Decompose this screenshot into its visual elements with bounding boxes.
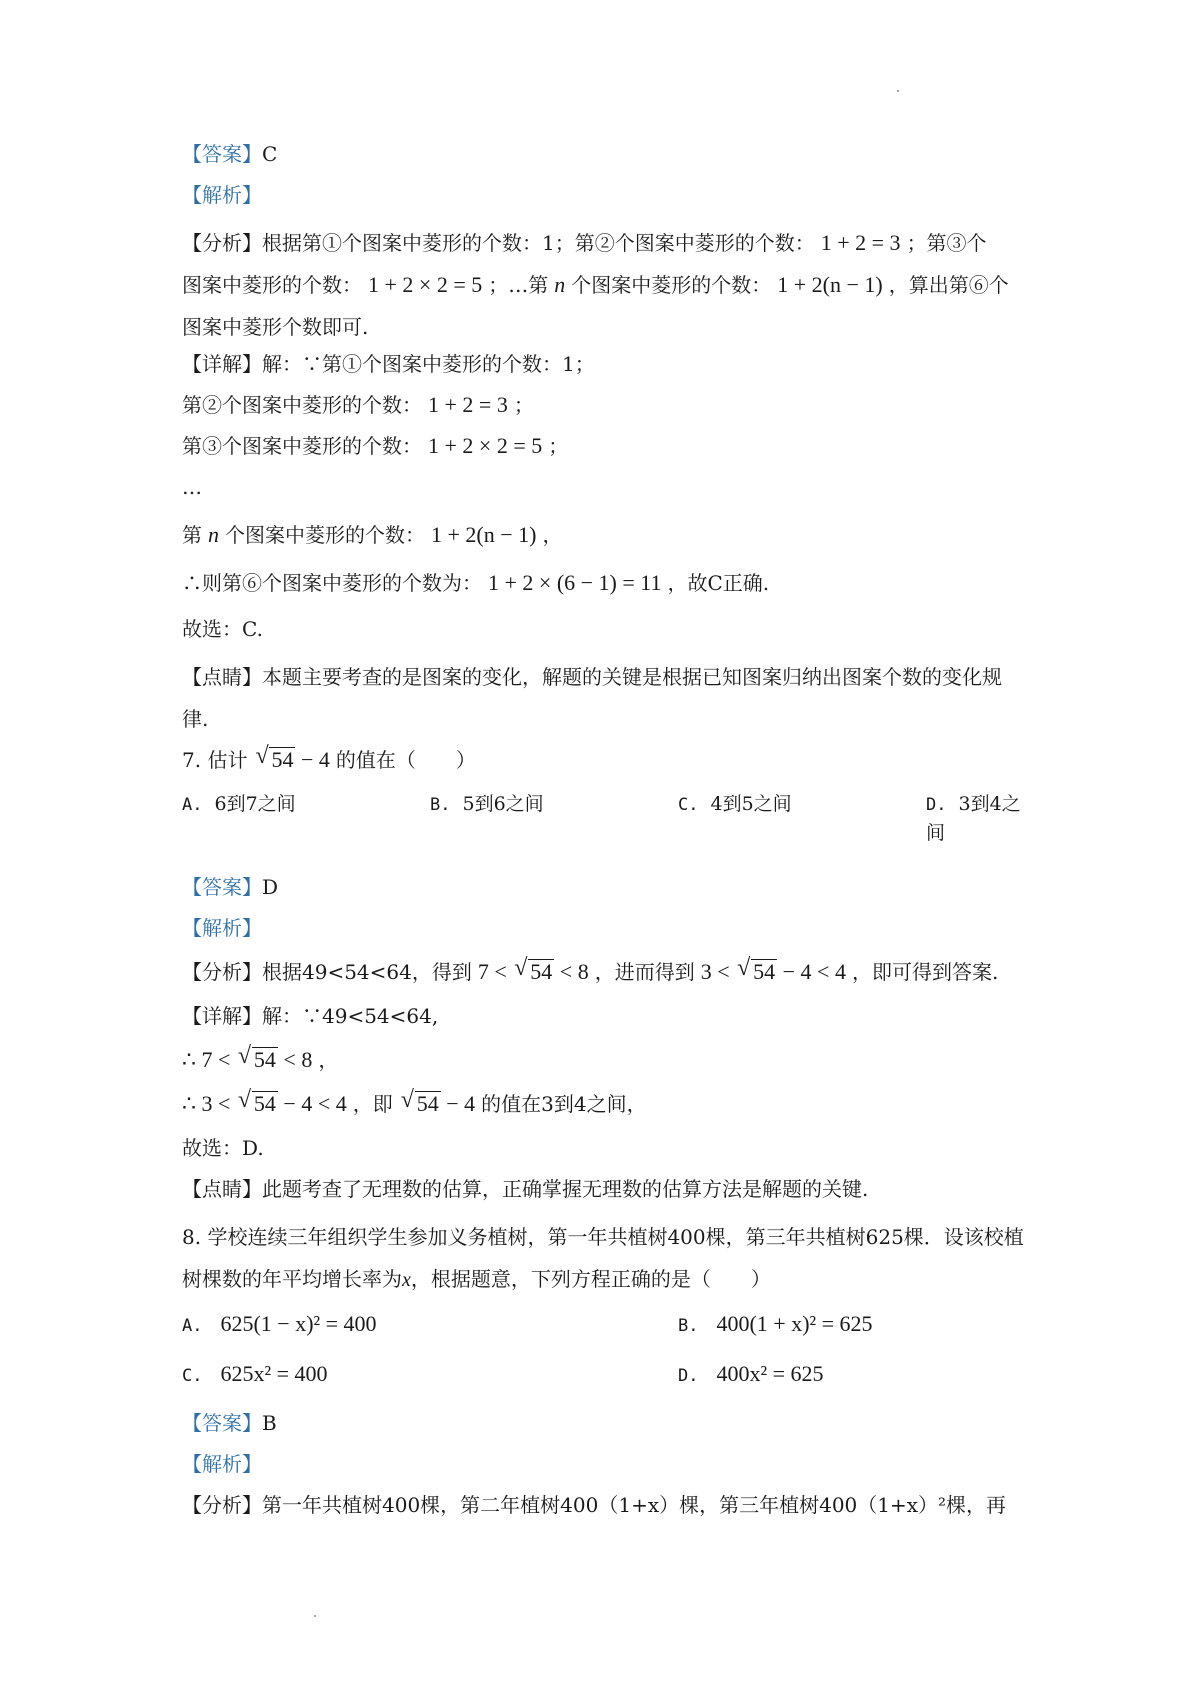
solution-text: ，即	[352, 1092, 393, 1116]
analysis-tag: 【解析】	[182, 1452, 262, 1476]
q6-xiangjie-line	[182, 350, 1028, 378]
q6-solution-line	[182, 521, 1028, 549]
q6-solution-line	[182, 391, 1028, 419]
dianjing-tag: 【点睛】	[182, 1177, 262, 1201]
fenxi-text: ；第③个	[906, 231, 987, 255]
solution-text: 个图案中菱形的个数：	[225, 523, 425, 547]
solution-text: 解：∵第①个图案中菱形的个数：1；	[262, 352, 595, 376]
q8-fenxi-line	[182, 1491, 1028, 1519]
option-d[interactable]	[678, 1359, 1028, 1391]
option-d[interactable]	[926, 790, 1028, 847]
option-text: 625x² = 400	[220, 1361, 328, 1386]
q7-options	[182, 790, 1028, 847]
solution-text: 第②个图案中菱形的个数：	[182, 393, 422, 417]
q6-solution-line	[182, 432, 1028, 460]
math-expression: 1 + 2 = 3	[820, 230, 901, 255]
scan-dot	[897, 90, 899, 92]
question-number: 7.	[182, 748, 202, 772]
q7-jiexi-line	[182, 914, 1028, 942]
math-variable: n	[554, 272, 566, 297]
q7-solution-line	[182, 1087, 1028, 1118]
radicand: 54	[416, 1091, 439, 1116]
solution-text: 第③个图案中菱形的个数：	[182, 434, 422, 458]
math-expression: ∴ 3 <	[182, 1091, 231, 1116]
scan-dot	[314, 1615, 316, 1617]
solution-text: ；	[513, 393, 534, 417]
option-letter: A.	[182, 1316, 203, 1336]
sqrt-symbol: √ 54	[514, 955, 553, 984]
math-expression: 1 + 2 × (6 − 1) = 11	[488, 570, 662, 595]
q7-answer-line	[182, 873, 1028, 901]
option-a[interactable]	[182, 790, 430, 847]
option-c[interactable]	[678, 790, 926, 847]
radicand: 54	[753, 959, 776, 984]
option-text: 400(1 + x)² = 625	[716, 1311, 873, 1336]
math-expression: 3 <	[700, 959, 730, 984]
math-expression: < 8	[559, 959, 589, 984]
answer-tag: 【答案】	[182, 875, 262, 899]
answer-tag: 【答案】	[182, 142, 262, 166]
radicand: 54	[253, 1091, 276, 1116]
sqrt-symbol: √ 54	[237, 1087, 276, 1116]
q6-fenxi-paragraph	[182, 222, 1028, 348]
option-a[interactable]	[182, 1309, 678, 1341]
option-text: 3到4之间	[926, 793, 1021, 844]
solution-text: ；	[548, 434, 569, 458]
math-expression: 1 + 2 × 2 = 5	[368, 272, 483, 297]
math-expression: 1 + 2(n − 1)	[777, 272, 883, 297]
q7-dianjing-line	[182, 1175, 1028, 1203]
math-expression: − 4 < 4	[782, 959, 846, 984]
option-letter: C.	[182, 1366, 203, 1386]
option-text: 4到5之间	[710, 793, 792, 815]
solution-text: 的值在3到4之间，	[481, 1092, 647, 1116]
radicand: 54	[253, 1047, 276, 1072]
q6-dianjing-paragraph	[182, 656, 1028, 740]
option-letter: A.	[182, 795, 203, 815]
analysis-tag: 【解析】	[182, 183, 262, 207]
stem-text: 估计	[207, 748, 248, 772]
sqrt-symbol: √ 54	[400, 1087, 439, 1116]
math-expression: 1 + 2(n − 1)	[431, 522, 537, 547]
fenxi-text: 根据第①个图案中菱形的个数：1；第②个图案中菱形的个数：	[262, 231, 815, 255]
q6-solution-line	[182, 569, 1028, 597]
sqrt-symbol: √ 54	[237, 1043, 276, 1072]
analysis-tag: 【解析】	[182, 916, 262, 940]
option-letter: B.	[430, 795, 451, 815]
fenxi-text: ，进而得到	[594, 960, 695, 984]
math-variable: n	[208, 522, 219, 547]
option-text: 625(1 − x)² = 400	[220, 1311, 377, 1336]
radicand: 54	[530, 959, 553, 984]
fenxi-text: 第一年共植树400棵，第二年植树400（1+x）棵，第三年植树400（1+x）²棵，再	[262, 1493, 1007, 1517]
stem-text: 学校连续三年组织学生参加义务植树，第一年共植树400棵，第三年共植树625棵．设该校植树棵数的年平均增长率为	[182, 1225, 1024, 1291]
math-expression: − 4	[300, 747, 330, 772]
q7-solution-line	[182, 1043, 1028, 1074]
q7-xiangjie-line	[182, 1002, 1028, 1030]
dianjing-text: 此题考查了无理数的估算，正确掌握无理数的估算方法是解题的关键.	[262, 1177, 869, 1201]
solution-text: ，故C正确.	[667, 571, 770, 595]
q8-options-row-2	[182, 1359, 1028, 1391]
answer-value: B	[262, 1411, 277, 1435]
math-expression: 1 + 2 × 2 = 5	[428, 433, 543, 458]
fenxi-text: 个图案中菱形的个数：	[571, 273, 772, 297]
fenxi-text: ；…第	[488, 273, 549, 297]
math-expression: < 8	[283, 1047, 313, 1072]
answer-value: C	[262, 142, 278, 166]
q7-choice-line: 故选：D.	[182, 1136, 264, 1160]
option-letter: D.	[678, 1366, 699, 1386]
option-text: 5到6之间	[462, 793, 544, 815]
q6-jiexi-line	[182, 181, 1028, 209]
sqrt-symbol: √ 54	[255, 743, 294, 772]
sqrt-symbol: √ 54	[737, 955, 776, 984]
solution-text: ∴则第⑥个图案中菱形的个数为：	[182, 571, 482, 595]
option-letter: C.	[678, 795, 699, 815]
xiangjie-tag: 【详解】	[182, 352, 262, 376]
option-c[interactable]	[182, 1359, 678, 1391]
q8-jiexi-line	[182, 1450, 1028, 1478]
fenxi-text: ，即可得到答案.	[851, 960, 999, 984]
q6-ellipsis: …	[182, 475, 200, 499]
q8-stem	[182, 1216, 1028, 1301]
dianjing-text: 本题主要考查的是图案的变化，解题的关键是根据已知图案归纳出图案个数的变化规律.	[182, 665, 1002, 731]
math-variable: x	[402, 1269, 411, 1291]
option-b[interactable]	[430, 790, 678, 847]
q7-stem	[182, 743, 1028, 774]
fenxi-text: ，算出第⑥个	[888, 273, 1009, 297]
fenxi-text: 图案中菱形的个数：	[182, 273, 362, 297]
q6-choice-line: 故选：C.	[182, 617, 263, 641]
solution-text: ，	[542, 523, 563, 547]
q7-fenxi-line	[182, 955, 1028, 986]
fenxi-tag: 【分析】	[182, 231, 262, 255]
option-text: 400x² = 625	[716, 1361, 824, 1386]
stem-text: ，根据题意，下列方程正确的是（ ）	[410, 1267, 771, 1291]
stem-text: 的值在（ ）	[335, 748, 476, 772]
q8-options-row-1	[182, 1309, 1028, 1341]
math-expression: 7 <	[477, 959, 507, 984]
dianjing-tag: 【点睛】	[182, 665, 262, 689]
fenxi-text: 图案中菱形个数即可.	[182, 315, 369, 339]
fenxi-tag: 【分析】	[182, 1493, 262, 1517]
option-text: 6到7之间	[214, 793, 296, 815]
solution-text: 第	[182, 523, 202, 547]
fenxi-tag: 【分析】	[182, 960, 262, 984]
math-expression: − 4 < 4	[283, 1091, 347, 1116]
page-content	[182, 140, 1028, 1532]
option-letter: B.	[678, 1316, 699, 1336]
q6-answer-line	[182, 140, 1028, 168]
solution-text: ，	[318, 1048, 339, 1072]
option-letter: D.	[926, 795, 947, 815]
radicand: 54	[271, 747, 294, 772]
answer-tag: 【答案】	[182, 1411, 262, 1435]
xiangjie-tag: 【详解】	[182, 1004, 262, 1028]
math-expression: − 4	[446, 1091, 476, 1116]
question-number: 8.	[182, 1225, 202, 1249]
math-expression: 1 + 2 = 3	[428, 392, 508, 417]
solution-text: 解：∵49<54<64,	[262, 1004, 439, 1028]
fenxi-text: 根据49<54<64，得到	[262, 960, 472, 984]
q8-answer-line	[182, 1409, 1028, 1437]
option-b[interactable]	[678, 1309, 1028, 1341]
answer-value: D	[262, 875, 279, 899]
math-expression: ∴ 7 <	[182, 1047, 231, 1072]
